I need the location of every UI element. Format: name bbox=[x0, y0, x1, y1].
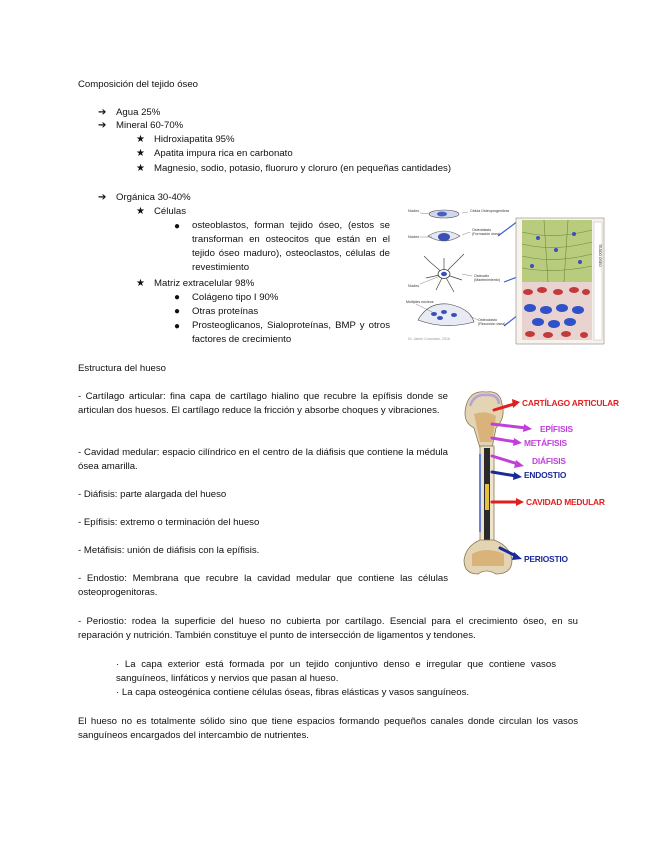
star-bullet-icon: ★ bbox=[136, 278, 145, 289]
cell-label: Osteoblasto (Formación ósea) bbox=[472, 228, 501, 236]
star-bullet-icon: ★ bbox=[136, 148, 145, 159]
label-metafisis: METÁFISIS bbox=[524, 438, 567, 448]
cell-label: Célula Osteoprogenitora bbox=[470, 209, 509, 213]
bone-cells-illustration bbox=[404, 204, 616, 346]
label-endostio: ENDOSTIO bbox=[524, 470, 567, 480]
cell-label: Núcleo bbox=[408, 209, 420, 213]
paragraph-capa-osteogenica: · La capa osteogénica contiene células óseas, fibras elásticas y vasos sanguíneos. bbox=[116, 687, 470, 698]
paragraph-metafisis: - Metáfisis: unión de diáfisis con la epífisis. bbox=[78, 545, 260, 556]
label-periostio: PERIOSTIO bbox=[524, 554, 568, 564]
paragraph-cavidad: - Cavidad medular: espacio cilíndrico en el centro de la diáfisis que contiene la médula ósea amarilla. bbox=[78, 447, 448, 472]
label-cartilago-articular: CARTÍLAGO ARTICULAR bbox=[522, 398, 619, 408]
list-item-celulas: Células bbox=[154, 206, 186, 217]
section-title-estructura: Estructura del hueso bbox=[78, 363, 166, 374]
cell-label: Núcleo bbox=[408, 235, 420, 239]
paragraph-cartilago: - Cartílago articular: fina capa de cartílago hialino que recubre la epífisis donde se articulan dos huesos. El cartílago reduce la fricción y absorbe choques y vibraciones. bbox=[78, 391, 448, 416]
cell-label: Osteocito (Mantenimiento) bbox=[474, 274, 500, 282]
label-diafisis: DIÁFISIS bbox=[532, 456, 566, 466]
dot-bullet-icon: ● bbox=[174, 221, 181, 232]
arrow-bullet-icon: ➔ bbox=[98, 120, 107, 131]
paragraph-conclusion: El hueso no es totalmente sólido sino que tiene espacios formando pequeños canales donde circulan los vasos sanguíneos encargados del intercambio de nutrientes. bbox=[78, 716, 578, 741]
star-bullet-icon: ★ bbox=[136, 134, 145, 145]
list-item-magnesio: Magnesio, sodio, potasio, fluoruro y cloruro (en pequeñas cantidades) bbox=[154, 163, 452, 174]
star-bullet-icon: ★ bbox=[136, 163, 145, 174]
long-bone-illustration bbox=[452, 384, 624, 580]
paragraph-diafisis: - Diáfisis: parte alargada del hueso bbox=[78, 489, 227, 500]
tissue-side-label: TEJIDO ÓSEO bbox=[598, 244, 602, 267]
list-item-matriz: Matriz extracelular 98% bbox=[154, 278, 255, 289]
dot-bullet-icon: ● bbox=[174, 321, 181, 332]
list-item-prosteoglicanos: Prosteoglicanos, Sialoproteínas, BMP y otros factores de crecimiento bbox=[192, 320, 390, 345]
star-bullet-icon: ★ bbox=[136, 206, 145, 217]
cell-label: Múltiples núcleos bbox=[406, 300, 434, 304]
list-item-colageno: Colágeno tipo I 90% bbox=[192, 292, 279, 303]
paragraph-epifisis: - Epífisis: extremo o terminación del hueso bbox=[78, 517, 260, 528]
celulas-detail: osteoblastos, forman tejido óseo, (estos se transforman en osteocitos que están en el tejido óseo maduro), osteoclastos, células de revestimiento bbox=[192, 220, 390, 273]
list-item-hidroxiapatita: Hidroxiapatita 95% bbox=[154, 134, 235, 145]
cell-label: Osteoclasto (Resorción ósea) bbox=[478, 318, 506, 326]
arrow-bullet-icon: ➔ bbox=[98, 192, 107, 203]
list-item-mineral: Mineral 60-70% bbox=[116, 120, 184, 131]
dot-bullet-icon: ● bbox=[174, 292, 181, 303]
paragraph-capa-exterior: · La capa exterior está formada por un tejido conjuntivo denso e irregular que contiene vasos sanguíneos, linfáticos y nervios que pasan al hueso. bbox=[116, 659, 556, 684]
label-cavidad-medular: CAVIDAD MEDULAR bbox=[526, 497, 605, 507]
bone-cells-figure bbox=[404, 204, 616, 346]
bone-structure-figure bbox=[452, 384, 624, 580]
label-epifisis: EPÍFISIS bbox=[540, 424, 573, 434]
section-title-composicion: Composición del tejido óseo bbox=[78, 79, 198, 90]
list-item-agua: Agua 25% bbox=[116, 107, 161, 118]
paragraph-endostio: - Endostio: Membrana que recubre la cavidad medular que contiene las células osteoprogenitoras. bbox=[78, 573, 448, 598]
list-item-organica: Orgánica 30-40% bbox=[116, 192, 191, 203]
figure-watermark: Dr. Jaime Coronado, 2016 bbox=[408, 337, 450, 341]
list-item-proteinas: Otras proteínas bbox=[192, 306, 259, 317]
cell-label: Núcleo bbox=[408, 284, 420, 288]
paragraph-periostio: - Periostio: rodea la superficie del hueso no cubierta por cartílago. Esencial para el crecimiento óseo, en su reparación y nutrición. También constituye el punto de intersección de ligamentos y tendones. bbox=[78, 616, 578, 641]
dot-bullet-icon: ● bbox=[174, 306, 181, 317]
arrow-bullet-icon: ➔ bbox=[98, 107, 107, 118]
list-item-apatita: Apatita impura rica en carbonato bbox=[154, 148, 293, 159]
